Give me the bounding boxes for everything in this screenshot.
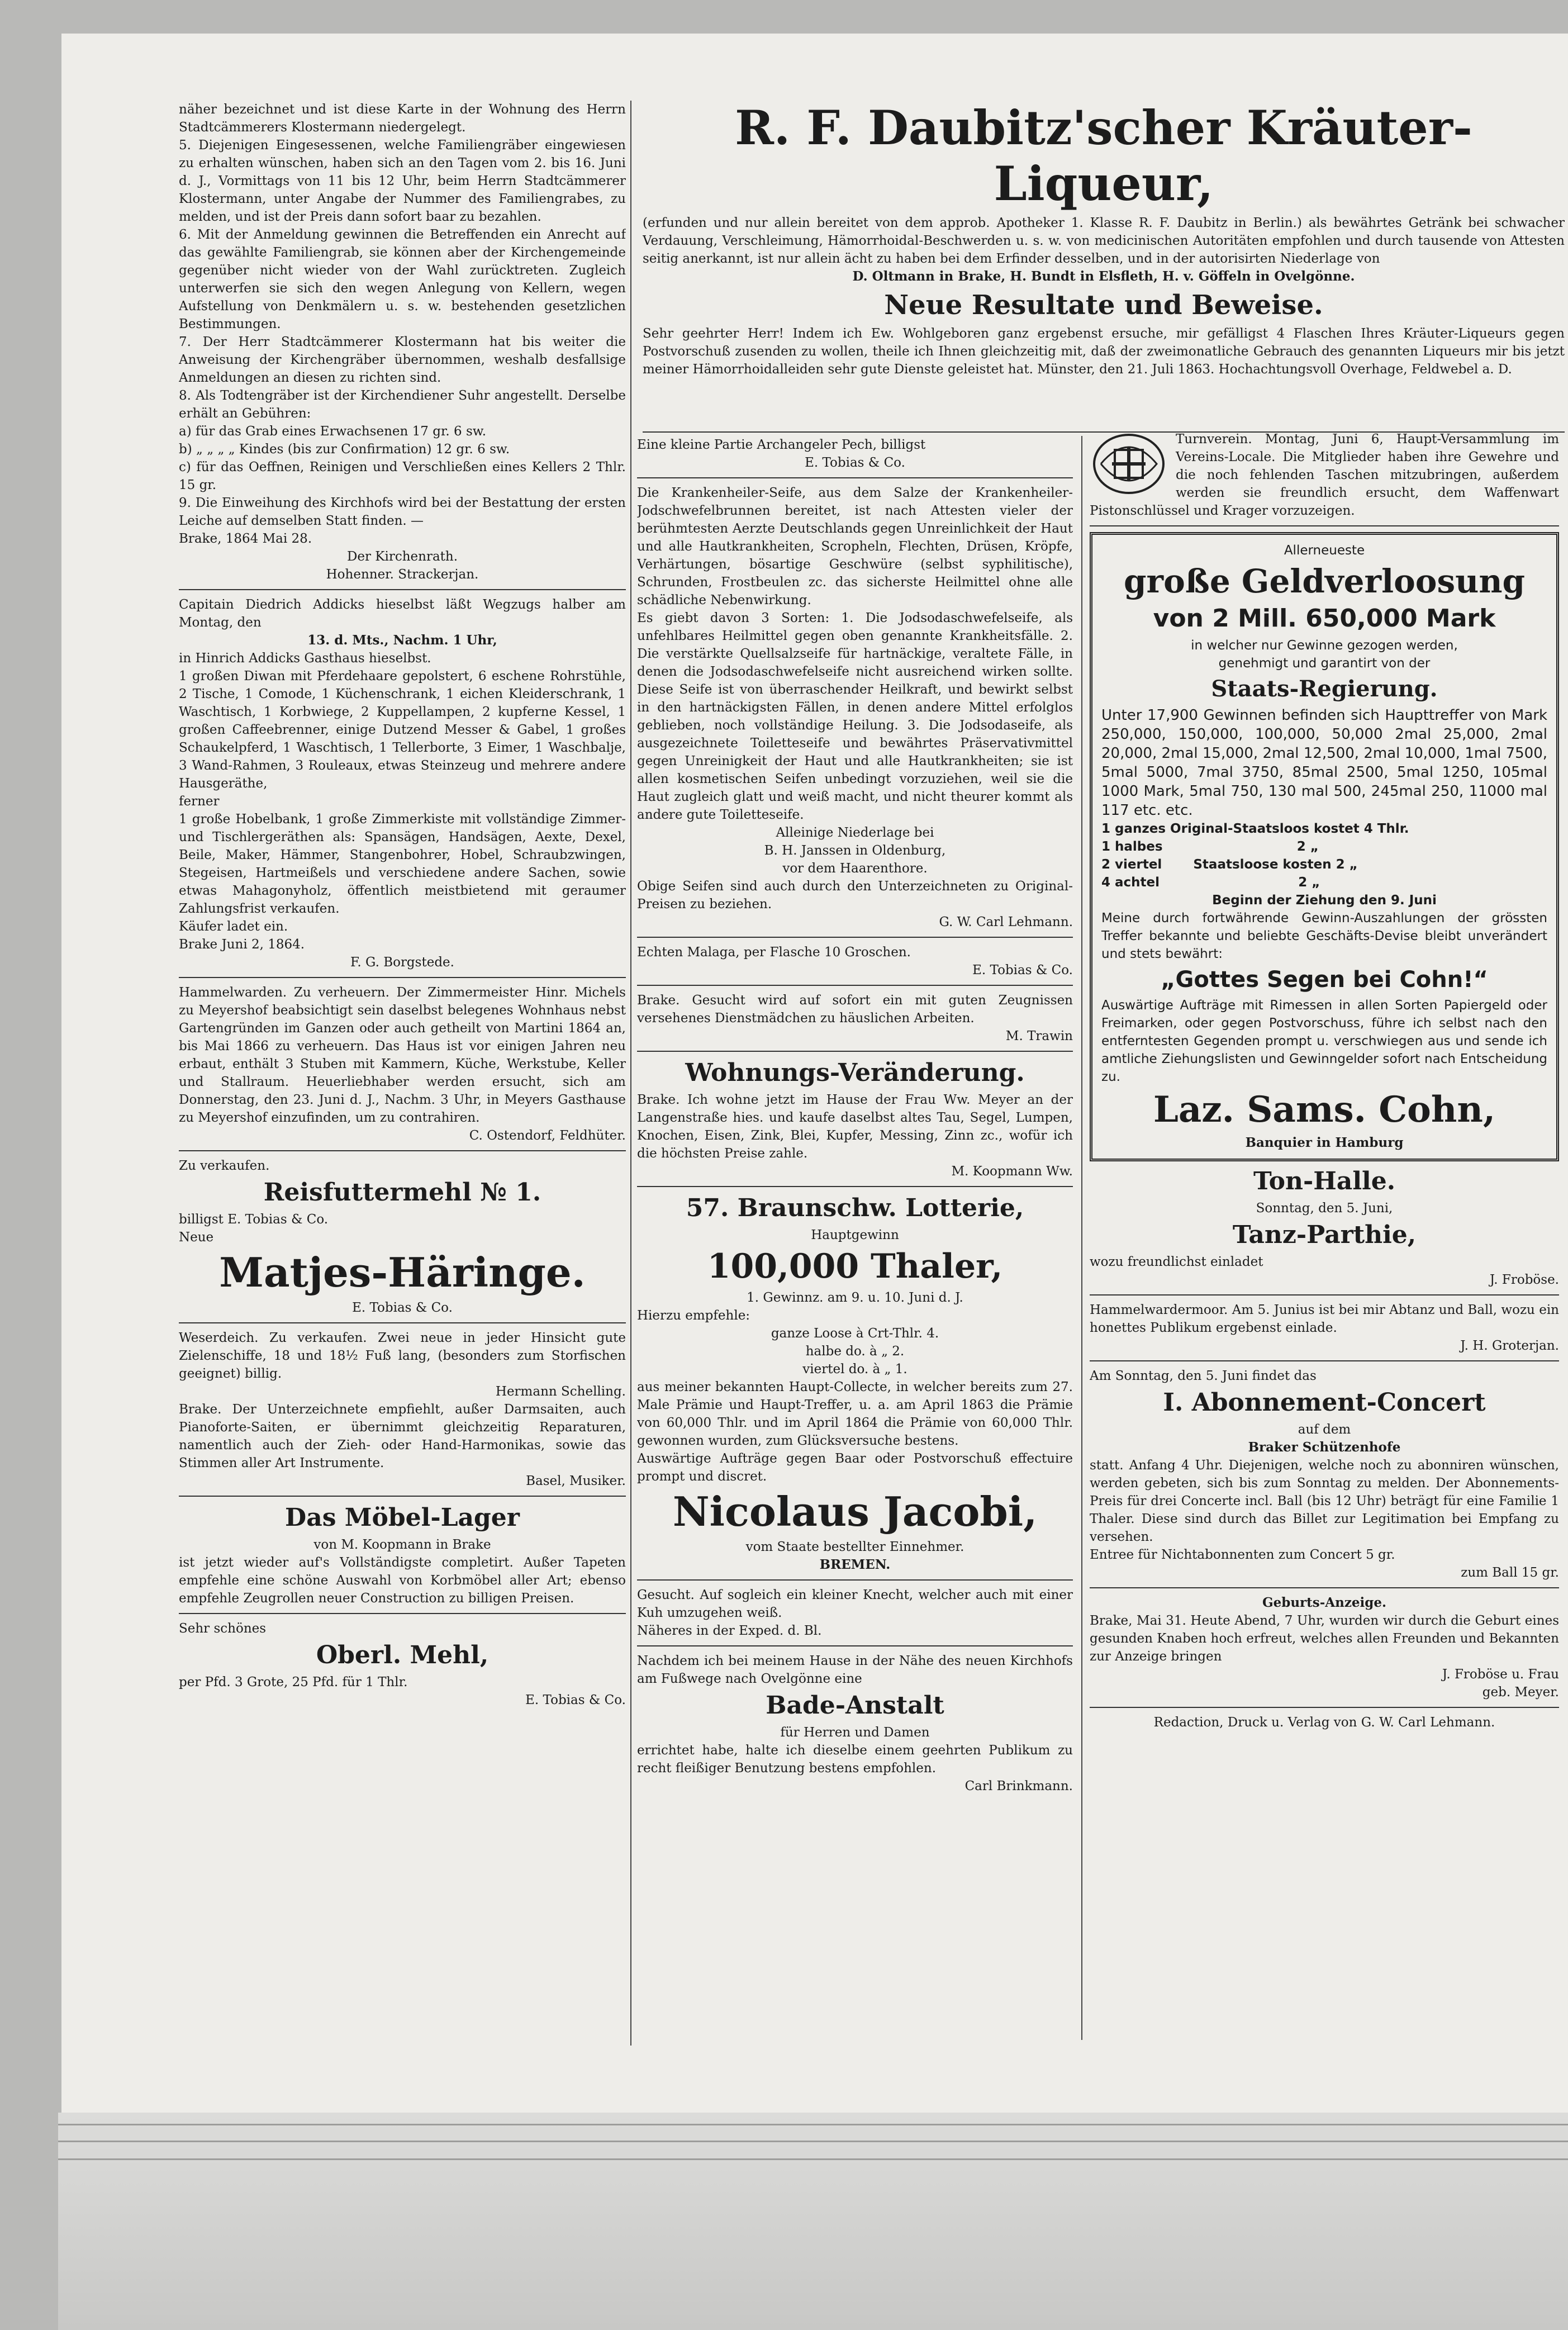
notice-text: 1 große Hobelbank, 1 große Zimmerkiste mit vollständige Zimmer- und Tischlergeräthen als: Spansägen, Handsägen, Aexte, Dexel, Beile, Maker, Hämmer, Stangenbohrer, Hobel, Schraubzwingen, Stegeisen, Hartmeißels und verschiedene andere Sachen, sowie etwas Mahagonyholz, öffentlich meistbietend mit geraumer Zahlungsfrist verkaufen. bbox=[179, 812, 626, 916]
notice-text: geb. Meyer. bbox=[1482, 1685, 1559, 1700]
turnverein-text: Turnverein. Montag, Juni 6, Haupt-Versammlung im Vereins-Locale. Die Mitglieder haben ihre Gewehre und die noch fehlenden Taschen mitzubringen, außerdem werden sie freundlich ersucht, dem Waffenwart Pistonschlüssel und Krager vorzuzeigen. bbox=[1090, 432, 1559, 518]
page-stack-edge bbox=[58, 2113, 1568, 2330]
advert-title: R. F. Daubitz'scher Kräuter-Liqueur, bbox=[735, 100, 1472, 211]
separator bbox=[179, 1613, 626, 1614]
notice-heading: Oberl. Mehl, bbox=[316, 1641, 489, 1669]
notice-text: Redaction, Druck u. Verlag von G. W. Carl Lehmann. bbox=[1153, 1715, 1495, 1730]
notice-text: Die Krankenheiler-Seife, aus dem Salze der Krankenheiler-Jodschwefelbrunnen bereitet, ist nach Attesten vieler der berühmtesten Aerzte Deutschlands gegen Unreinlichkeit der Haut und alle Hautkrankheiten, Scropheln, Flechten, Drüsen, Kröpfe, Verhärtungen, bösartige Geschwüre (selbst syphilitische), Schrunden, Frostbeulen zc. das sicherste Heilmittel ohne alle schädliche Nebenwirkung. bbox=[637, 486, 1073, 608]
notice-text: Brake Juni 2, 1864. bbox=[179, 937, 305, 952]
advert-intro: (erfunden und nur allein bereitet von dem approb. Apotheker 1. Klasse R. F. Daubitz in Berlin.) als bewährtes Getränk bei schwacher Verdauung, Verschleimung, Hämorrhoidal-Beschwerden u. s. w. von medicinischen Autoritäten empfohlen und durch tausende von Attesten seitig anerkannt, ist nur allein ächt zu haben bei dem Erfinder desselben, und in der autorisirten Niederlage von bbox=[643, 216, 1565, 266]
notice-text: Hohenner. Strackerjan. bbox=[326, 567, 479, 582]
separator bbox=[1090, 1360, 1559, 1361]
notice-text: c) für das Oeffnen, Reinigen und Verschließen eines Kellers 2 Thlr. 15 gr. bbox=[179, 460, 626, 492]
notice-text: vom Staate bestellter Einnehmer. bbox=[745, 1540, 964, 1554]
lottery-line1: in welcher nur Gewinne gezogen werden, bbox=[1191, 638, 1458, 653]
notice-text: M. Trawin bbox=[1005, 1029, 1073, 1043]
notice-text: zum Ball 15 gr. bbox=[1461, 1565, 1559, 1580]
notice-heading: Bade-Anstalt bbox=[766, 1691, 944, 1720]
notice-text: Capitain Diedrich Addicks hieselbst läßt Wegzugs halber am Montag, den bbox=[179, 597, 626, 630]
notice-text: 9. Die Einweihung des Kirchhofs wird bei der Bestattung der ersten Leiche auf demselben Statt finden. — bbox=[179, 496, 626, 528]
lottery-price-head: 1 ganzes Original-Staatsloos kostet 4 Thlr. bbox=[1101, 822, 1409, 836]
notice-text: a) für das Grab eines Erwachsenen 17 gr. 6 sw. bbox=[179, 424, 487, 439]
lottery-draw-date: Beginn der Ziehung den 9. Juni bbox=[1212, 893, 1437, 908]
notice-text: Hauptgewinn bbox=[811, 1228, 899, 1242]
notice-text: Es giebt davon 3 Sorten: 1. Die Jodsodaschwefelseife, als unfehlbares Heilmittel gegen oben genannte Krankheitsfälle. 2. Die verstärkte Quellsalzseife für hartnäckige, veraltete Fälle, in denen die Jodsodaschwefelseife nicht ausreichend wirken sollte. Diese Seife ist von überraschender Heilkraft, und bewirkt selbst in den hartnäckigsten Fällen, in denen andere Mittel erfolglos geblieben, noch vollständige Heilung. 3. Die Jodsodaseife, als ausgezeichnete Toiletteseife und bewährtes Präservativmittel gegen Unreinigkeit der Haut und alle Hautkrankheiten; sie ist allen kosmetischen Seifen unbedingt vorzuziehen, weil sie die Haut zugleich glatt und weiß macht, und nicht theurer kommt als andere gute Toiletteseife. bbox=[637, 611, 1073, 822]
notice-text: J. H. Groterjan. bbox=[1460, 1339, 1559, 1353]
notice-text: Brake, Mai 31. Heute Abend, 7 Uhr, wurden wir durch die Geburt eines gesunden Knaben hoch erfreut, welches allen Freunden und Bekannten zur Anzeige bringen bbox=[1090, 1614, 1559, 1664]
notice-heading: Matjes-Häringe. bbox=[219, 1249, 586, 1296]
lottery-amount: von 2 Mill. 650,000 Mark bbox=[1153, 604, 1496, 633]
lottery-price-eighth: 4 achtel 2 „ bbox=[1101, 875, 1320, 890]
notice-text: näher bezeichnet und ist diese Karte in der Wohnung des Herrn Stadtcämmerers Klostermann niedergelegt. bbox=[179, 102, 626, 135]
lottery-price-quarter: 2 viertel Staatsloose kosten 2 „ bbox=[1101, 857, 1358, 872]
notice-text: E. Tobias & Co. bbox=[525, 1693, 626, 1707]
column-1 bbox=[179, 101, 626, 2001]
notice-text: Brake. Ich wohne jetzt im Hause der Frau Ww. Meyer an der Langenstraße hies. und kaufe daselbst altes Tau, Segel, Lumpen, Knochen, Eisen, Zink, Blei, Kupfer, Messing, Zinn zc., wofür ich die höchsten Preise zahle. bbox=[637, 1093, 1073, 1161]
notice-text: per Pfd. 3 Grote, 25 Pfd. für 1 Thlr. bbox=[179, 1675, 408, 1690]
notice-heading: Wohnungs-Veränderung. bbox=[685, 1059, 1025, 1087]
lottery-price-half: 1 halbes 2 „ bbox=[1101, 839, 1319, 854]
notice-text: halbe do. à „ 2. bbox=[805, 1344, 905, 1359]
advert-agents: D. Oltmann in Brake, H. Bundt in Elsfleth, H. v. Göffeln in Ovelgönne. bbox=[852, 269, 1355, 284]
notice-text: ferner bbox=[179, 794, 220, 809]
lottery-box bbox=[1090, 532, 1559, 1161]
advert-subtitle: Neue Resultate und Beweise. bbox=[884, 290, 1323, 321]
notice-text: M. Koopmann Ww. bbox=[951, 1164, 1073, 1179]
notice-text: Sehr schönes bbox=[179, 1621, 267, 1636]
notice-heading: I. Abonnement-Concert bbox=[1163, 1388, 1486, 1417]
notice-text: Obige Seifen sind auch durch den Unterzeichneten zu Original-Preisen zu beziehen. bbox=[637, 879, 1073, 912]
notice-text: Brake, 1864 Mai 28. bbox=[179, 532, 312, 546]
lottery-line2: genehmigt und garantirt von der bbox=[1218, 656, 1431, 671]
notice-text: Sonntag, den 5. Juni, bbox=[1256, 1201, 1393, 1216]
separator bbox=[637, 1645, 1073, 1646]
notice-text: Weserdeich. Zu verkaufen. Zwei neue in jeder Hinsicht gute Zielenschiffe, 18 und 18½ Fuß lang, (besonders zum Storfischen geeignet) billig. bbox=[179, 1331, 626, 1381]
notice-text: Nachdem ich bei meinem Hause in der Nähe des neuen Kirchhofs am Fußwege nach Ovelgönne eine bbox=[637, 1654, 1073, 1686]
separator bbox=[179, 1496, 626, 1497]
lottery-title: große Geldverloosung bbox=[1123, 562, 1526, 600]
notice-heading: 57. Braunschw. Lotterie, bbox=[686, 1194, 1024, 1222]
notice-text: 8. Als Todtengräber ist der Kirchendiener Suhr angestellt. Derselbe erhält an Gebühren: bbox=[179, 388, 626, 421]
notice-text: Auswärtige Aufträge gegen Baar oder Postvorschuß effectuire prompt und discret. bbox=[637, 1451, 1073, 1484]
notice-heading: Ton-Halle. bbox=[1253, 1167, 1396, 1195]
notice-text: Braker Schützenhofe bbox=[1248, 1440, 1401, 1455]
notice-text: Käufer ladet ein. bbox=[179, 919, 288, 934]
lottery-motto: „Gottes Segen bei Cohn!“ bbox=[1161, 967, 1488, 993]
notice-text: Neue bbox=[179, 1230, 214, 1245]
notice-text: 6. Mit der Anmeldung gewinnen die Betreffenden ein Anrecht auf das gewählte Familiengrab, sie können aber der Kirchengemeinde gegenüber nicht wieder von der Wahl zurücktreten. Zugleich unterwerfen sie sich den wegen Anlegung von Kellern, wegen Aufstellung von Denkmälern u. s. w. bestehenden gesetzlichen Bestimmungen. bbox=[179, 227, 626, 331]
notice-text: Geburts-Anzeige. bbox=[1262, 1595, 1387, 1610]
separator bbox=[637, 937, 1073, 938]
separator bbox=[1090, 1294, 1559, 1296]
separator bbox=[1090, 1587, 1559, 1588]
notice-text: Echten Malaga, per Flasche 10 Groschen. bbox=[637, 945, 911, 960]
turnverein-emblem-icon bbox=[1090, 430, 1168, 497]
page-edge-line bbox=[58, 2124, 1568, 2125]
notice-text: E. Tobias & Co. bbox=[805, 455, 905, 470]
notice-text: b) „ „ „ „ Kindes (bis zur Confirmation) 12 gr. 6 sw. bbox=[179, 442, 510, 457]
separator bbox=[1090, 525, 1559, 526]
lottery-kicker: Allerneueste bbox=[1284, 543, 1365, 558]
column-3 bbox=[1090, 430, 1559, 2040]
lottery-bank: Banquier in Hamburg bbox=[1245, 1135, 1404, 1150]
notice-heading: Reisfuttermehl № 1. bbox=[263, 1178, 541, 1207]
daubitz-advert bbox=[643, 98, 1565, 433]
notice-text: ganze Loose à Crt-Thlr. 4. bbox=[771, 1326, 939, 1341]
notice-text: errichtet habe, halte ich dieselbe einem geehrten Publikum zu recht fleißiger Benutzung bestens empfohlen. bbox=[637, 1743, 1073, 1776]
separator bbox=[179, 977, 626, 978]
notice-text: E. Tobias & Co. bbox=[352, 1301, 453, 1315]
notice-text: ist jetzt wieder auf's Vollständigste completirt. Außer Tapeten empfehle eine schöne Auswahl von Korbmöbel aller Art; ebenso empfehle Zeugrollen neuer Construction zu billigen Preisen. bbox=[179, 1555, 626, 1606]
notice-text: für Herren und Damen bbox=[780, 1725, 930, 1740]
notice-text: J. Froböse. bbox=[1489, 1273, 1559, 1287]
notice-text: Brake. Gesucht wird auf sofort ein mit guten Zeugnissen versehenes Dienstmädchen zu häuslichen Arbeiten. bbox=[637, 993, 1073, 1026]
notice-text: aus meiner bekannten Haupt-Collecte, in welcher bereits zum 27. Male Prämie und Haupt-Treffer, u. a. am April 1863 die Prämie von 60,000 Thlr. und im April 1864 die Prämie von 60,000 Thlr. gewonnen wurden, zum Glücksversuche bestens. bbox=[637, 1380, 1073, 1448]
notice-heading: Das Möbel-Lager bbox=[285, 1503, 520, 1532]
notice-text: Gesucht. Auf sogleich ein kleiner Knecht, welcher auch mit einer Kuh umzugehen weiß. bbox=[637, 1588, 1073, 1620]
notice-text: F. G. Borgstede. bbox=[350, 955, 454, 970]
lottery-state: Staats-Regierung. bbox=[1211, 676, 1438, 702]
notice-text: Brake. Der Unterzeichnete empfiehlt, außer Darmsaiten, auch Pianoforte-Saiten, er übernimmt gleichzeitig Reparaturen, namentlich auch der Zieh- oder Hand-Harmonikas, sowie das Stimmen aller Art Instrumente. bbox=[179, 1402, 626, 1470]
turnverein-notice bbox=[1090, 430, 1559, 520]
notice-text: Hammelwarden. Zu verheuern. Der Zimmermeister Hinr. Michels zu Meyershof beabsichtigt sein daselbst belegenes Wohnhaus nebst Gartengründen im Ganzen oder auch getheilt von Martini 1864 an, bis Mai 1866 zu verheuern. Das Haus ist vor einigen Jahren neu erbaut, enthält 3 Stuben mit Kammern, Küche, Werkstube, Keller und Stallraum. Heuerliebhaber werden ersucht, sich am Donnerstag, den 23. Juni d. J., Nachm. 3 Uhr, in Meyers Gasthause zu Meyershof einzufinden, um zu contrahiren. bbox=[179, 985, 626, 1125]
notice-text: B. H. Janssen in Oldenburg, bbox=[764, 843, 946, 858]
separator bbox=[637, 1186, 1073, 1187]
separator bbox=[637, 985, 1073, 986]
notice-text: 1 großen Diwan mit Pferdehaare gepolstert, 6 eschene Rohrstühle, 2 Tische, 1 Comode, 1 Küchenschrank, 1 eichen Kleiderschrank, 1 Waschtisch, 1 Korbwiege, 2 Kuppellampen, 2 kupferne Kessel, 1 großen Caffeebrenner, einige Dutzend Messer & Gabel, 1 großes Schaukelpferd, 1 Waschtisch, 1 Tellerborte, 3 Eimer, 1 Waschbalje, 3 Wand-Rahmen, 3 Rouleaux, etwas Steinzeug und mehrere andere Hausgeräthe, bbox=[179, 669, 626, 791]
notice-text: Zu verkaufen. bbox=[179, 1159, 270, 1173]
separator bbox=[179, 589, 626, 590]
notice-text: in Hinrich Addicks Gasthaus hieselbst. bbox=[179, 651, 431, 666]
notice-text: 7. Der Herr Stadtcämmerer Klostermann hat bis weiter die Anweisung der Kirchengräber übernommen, weshalb desfallsige Anmeldungen an diesen zu richten sind. bbox=[179, 335, 626, 385]
separator bbox=[637, 1579, 1073, 1581]
separator bbox=[1090, 1707, 1559, 1708]
notice-text: Carl Brinkmann. bbox=[964, 1779, 1073, 1793]
page-edge-line bbox=[58, 2141, 1568, 2142]
column-3-notices bbox=[1090, 1166, 1559, 1731]
notice-text: Hermann Schelling. bbox=[495, 1384, 626, 1399]
notice-text: 5. Diejenigen Eingesessenen, welche Familiengräber eingewiesen zu erhalten wünschen, haben sich an den Tagen vom 2. bis 16. Juni d. J., Vormittags von 11 bis 12 Uhr, beim Herrn Stadtcämmerer Klostermann, unter Angabe der Nummer des Familiengrabes, zu melden, und ist der Preis dann sofort baar zu bezahlen. bbox=[179, 138, 626, 224]
notice-text: Basel, Musiker. bbox=[526, 1474, 626, 1488]
notice-text: viertel do. à „ 1. bbox=[802, 1362, 907, 1377]
notice-text: 13. d. Mts., Nachm. 1 Uhr, bbox=[307, 633, 497, 648]
notice-heading: 100,000 Thaler, bbox=[707, 1247, 1003, 1286]
notice-text: E. Tobias & Co. bbox=[972, 963, 1073, 977]
page-edge-line bbox=[58, 2158, 1568, 2160]
separator bbox=[179, 1322, 626, 1323]
notice-text: 1. Gewinnz. am 9. u. 10. Juni d. J. bbox=[747, 1290, 963, 1305]
lottery-prizes: Unter 17,900 Gewinnen befinden sich Haupttreffer von Mark 250,000, 150,000, 100,000, 50,000 2mal 25,000, 2mal 20,000, 2mal 15,000, 2mal 12,500, 2mal 10,000, 1mal 7500, 5mal 5000, 7mal 3750, 85mal 2500, 5mal 1250, 105mal 1000 Mark, 5mal 750, 130 mal 500, 245mal 250, 11000 mal 117 etc. etc. bbox=[1101, 707, 1547, 819]
notice-text: Der Kirchenrath. bbox=[346, 549, 458, 564]
notice-text: statt. Anfang 4 Uhr. Diejenigen, welche noch zu abonniren wünschen, werden gebeten, sich bis zum Sonntag zu melden. Der Abonnements-Preis für drei Concerte incl. Ball (bis 12 Uhr) beträgt für eine Familie 1 Thaler. Diese sind durch das Billet zur Legitimation bei Empfang zu versehen. bbox=[1090, 1458, 1559, 1544]
notice-text: auf dem bbox=[1298, 1422, 1351, 1437]
lottery-body-2: Auswärtige Aufträge mit Rimessen in allen Sorten Papiergeld oder Freimarken, oder gegen Postvorschuss, führe ich selbst nach den entferntesten Gegenden prompt u. verschwiegen aus und sende ich amtliche Ziehungslisten und Gewinngelder sofort nach Entscheidung zu. bbox=[1101, 998, 1547, 1084]
lottery-firm: Laz. Sams. Cohn, bbox=[1153, 1089, 1496, 1131]
column-rule bbox=[630, 101, 631, 2046]
notice-text: vor dem Haarenthore. bbox=[782, 861, 928, 876]
notice-text: J. Froböse u. Frau bbox=[1442, 1667, 1559, 1682]
notice-text: Hierzu empfehle: bbox=[637, 1308, 750, 1323]
notice-heading: Tanz-Parthie, bbox=[1232, 1221, 1417, 1249]
notice-heading: Nicolaus Jacobi, bbox=[672, 1488, 1038, 1535]
lottery-body: Meine durch fortwährende Gewinn-Auszahlungen der grössten Treffer bekannte und beliebte Geschäfts-Devise bleibt unverändert und stets bewährt: bbox=[1101, 911, 1547, 961]
notice-text: Am Sonntag, den 5. Juni findet das bbox=[1090, 1369, 1317, 1383]
notice-text: Näheres in der Exped. d. Bl. bbox=[637, 1624, 822, 1638]
separator bbox=[637, 1051, 1073, 1052]
notice-text: Entree für Nichtabonnenten zum Concert 5 gr. bbox=[1090, 1548, 1395, 1562]
notice-text: Eine kleine Partie Archangeler Pech, billigst bbox=[637, 438, 926, 452]
notice-text: Hammelwardermoor. Am 5. Junius ist bei mir Abtanz und Ball, wozu ein honettes Publikum ergebenst einlade. bbox=[1090, 1303, 1559, 1335]
notice-text: G. W. Carl Lehmann. bbox=[939, 915, 1073, 929]
separator bbox=[637, 477, 1073, 478]
notice-text: billigst E. Tobias & Co. bbox=[179, 1212, 329, 1227]
column-2 bbox=[637, 436, 1073, 2046]
notice-text: Alleinige Niederlage bei bbox=[776, 825, 934, 840]
separator bbox=[179, 1150, 626, 1151]
column-rule bbox=[1081, 436, 1082, 2040]
notice-text: BREMEN. bbox=[819, 1557, 891, 1572]
notice-text: von M. Koopmann in Brake bbox=[313, 1537, 491, 1552]
notice-text: C. Ostendorf, Feldhüter. bbox=[469, 1128, 626, 1143]
notice-text: wozu freundlichst einladet bbox=[1090, 1255, 1263, 1269]
advert-letter: Sehr geehrter Herr! Indem ich Ew. Wohlgeboren ganz ergebenst ersuche, mir gefälligst 4 Flaschen Ihres Kräuter-Liqueurs gegen Postvorschuß zusenden zu wollen, theile ich Ihnen gleichzeitig mit, daß der zweimonatliche Gebrauch des genannten Liqueurs mir bis jetzt meiner Hämorrhoidalleiden sehr gute Dienste geleistet hat. Münster, den 21. Juli 1863. Hochachtungsvoll Overhage, Feldwebel a. D. bbox=[643, 326, 1565, 377]
